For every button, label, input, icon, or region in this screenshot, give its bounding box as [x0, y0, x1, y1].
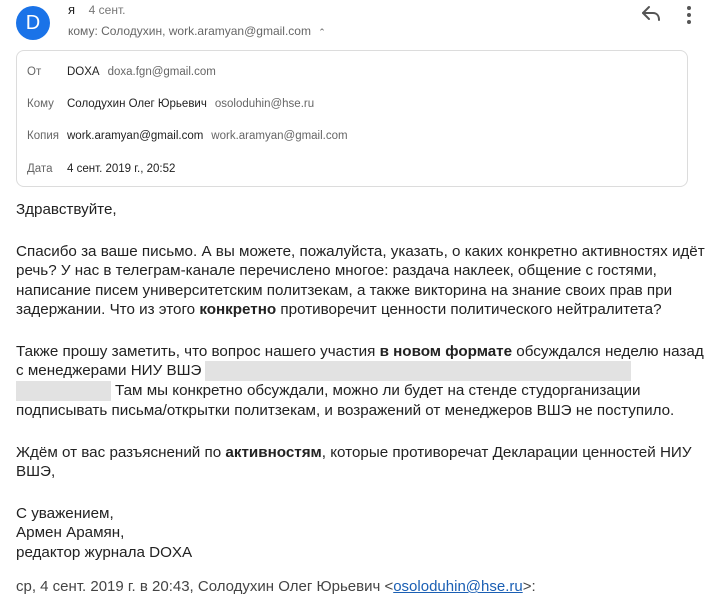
signature-line-3: редактор журнала DOXA: [16, 543, 193, 561]
body-paragraph-2: Также прошу заметить, что вопрос нашего участия в новом формате обсуждался неделю назад с менеджерами НИУ ВШЭ Там мы конкретно обсуждали, можно ли будет на стенде студорганизации подписывать письма/открытки политзекам, и возражений от менеджеров ВШЭ не поступило.: [16, 342, 704, 419]
sender-name: я: [68, 2, 76, 17]
greeting: Здравствуйте,: [16, 201, 117, 218]
redaction-block: [205, 361, 631, 381]
avatar: D: [16, 6, 50, 40]
to-name: Солодухин Олег Юрьевич: [67, 98, 207, 110]
to-value: [67, 95, 314, 113]
body-paragraph-3: Ждём от вас разъяснений по активностям, которые противоречат Декларации ценностей НИУ ВШЭ,: [16, 443, 692, 480]
bold-emphasis: активностям: [225, 443, 322, 461]
chevron-up-icon: ⌃: [318, 27, 326, 37]
message-body: [16, 200, 706, 562]
redaction-block: [16, 381, 111, 401]
body-paragraph-1: Спасибо за ваше письмо. А вы можете, пожалуйста, указать, о каких конкретно активностях идёт речь? У нас в телеграм-канале перечислено многое: раздача наклеек, общение с гостями, написание писем университетским политзекам, а также викторина на знание своих прав при задержании. Что из этого конкретно противоречит ценности политического нейтралитета?: [16, 242, 705, 318]
cc-name: work.aramyan@gmail.com: [67, 130, 204, 142]
from-value: [67, 63, 216, 81]
sender-line: [68, 2, 125, 17]
more-vertical-icon[interactable]: [684, 4, 694, 31]
bold-emphasis: конкретно: [199, 301, 277, 318]
recipients-text: кому: Солодухин, work.aramyan@gmail.com: [68, 24, 311, 38]
cc-value: [67, 127, 348, 145]
date-value: 4 сент. 2019 г., 20:52: [67, 163, 176, 175]
to-email: osoloduhin@hse.ru: [214, 98, 315, 110]
bold-emphasis: в новом формате: [379, 342, 513, 360]
message-details-card: [16, 50, 688, 187]
signature-line-2: Армен Арамян,: [16, 524, 125, 541]
from-name: DOXA: [67, 66, 100, 78]
quoted-message-header: ср, 4 сент. 2019 г. в 20:43, Солодухин Олег Юрьевич <osoloduhin@hse.ru>:: [16, 578, 536, 595]
to-label: Кому: [27, 98, 54, 110]
date-label: Дата: [27, 163, 53, 175]
cc-label: Копия: [27, 130, 59, 142]
message-date: 4 сент.: [88, 3, 126, 17]
recipients-toggle[interactable]: [68, 24, 326, 38]
from-email: doxa.fgn@gmail.com: [107, 66, 216, 78]
from-label: От: [27, 66, 42, 78]
signature-line-1: С уважением,: [16, 504, 114, 522]
reply-icon[interactable]: [640, 4, 662, 29]
cc-email: work.aramyan@gmail.com: [211, 130, 348, 142]
quoted-email-link[interactable]: osoloduhin@hse.ru: [393, 578, 523, 595]
